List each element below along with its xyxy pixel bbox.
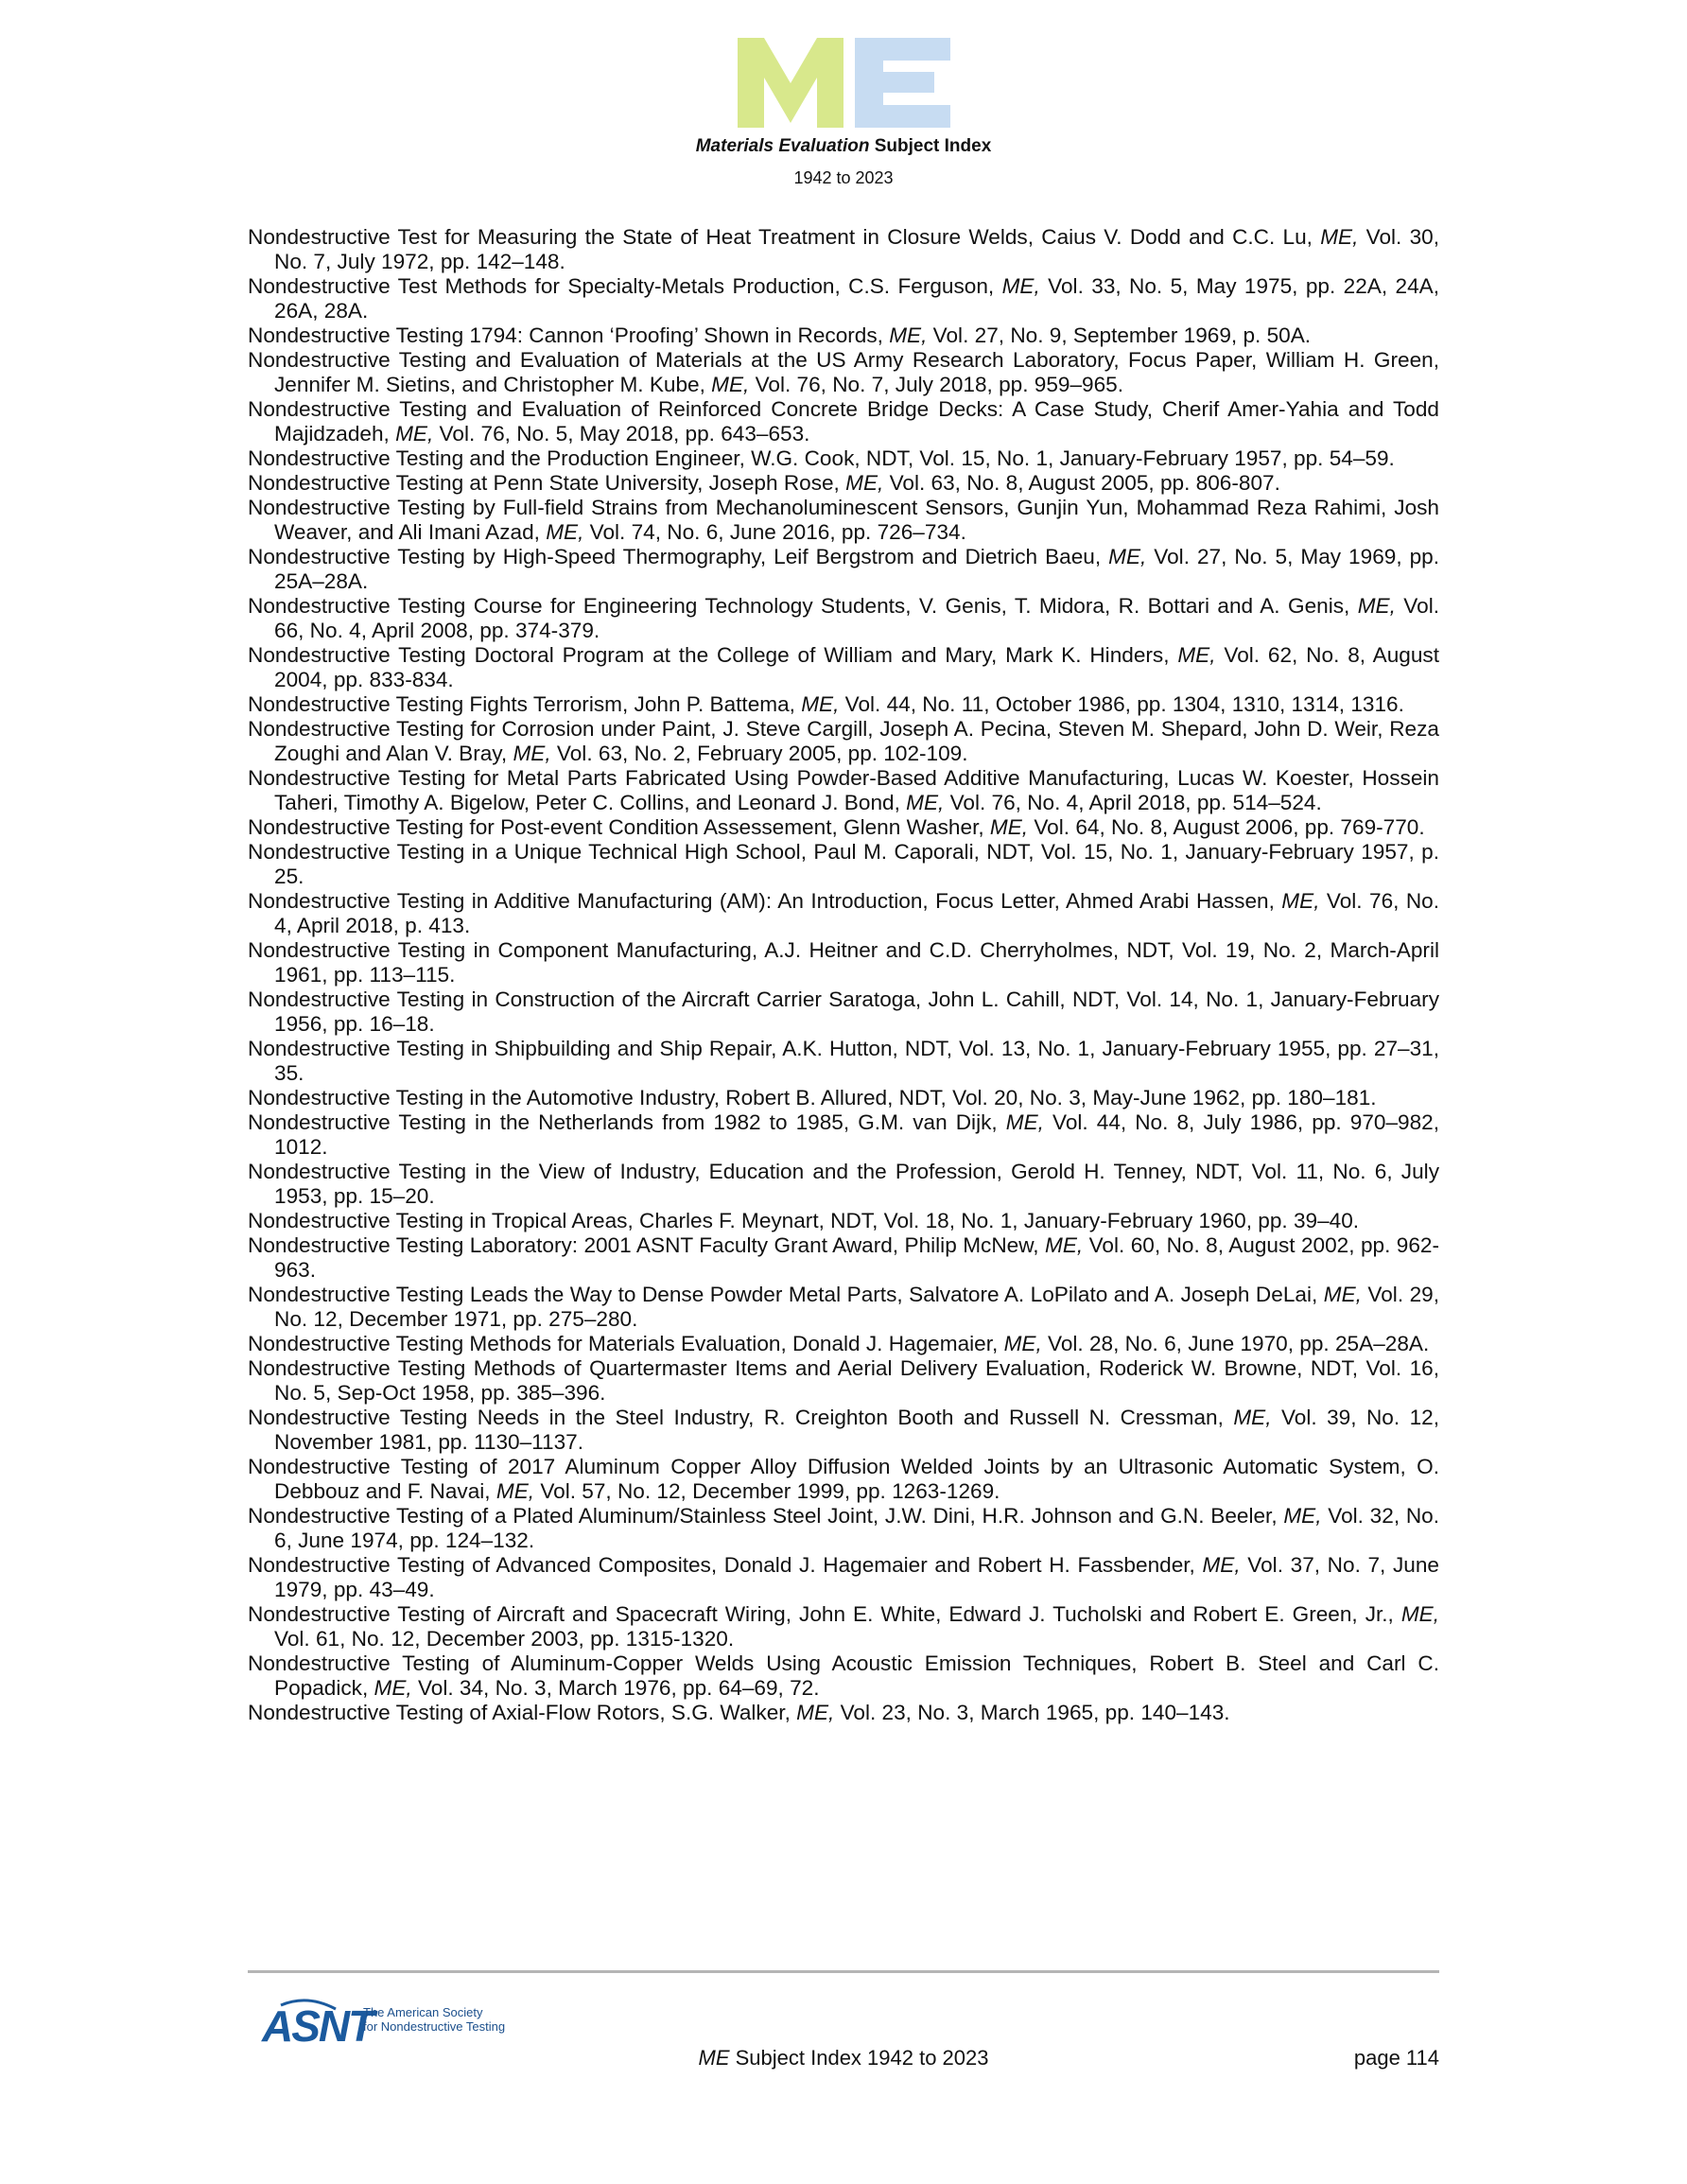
journal-abbrev: ME,: [845, 471, 884, 495]
journal-abbrev: ME,: [1357, 594, 1396, 618]
journal-abbrev: ME,: [496, 1479, 535, 1503]
journal-abbrev: ME,: [1001, 274, 1040, 298]
index-entry: Nondestructive Testing at Penn State University, Joseph Rose, ME, Vol. 63, No. 8, August 2005, pp. 806-807.: [248, 471, 1280, 495]
index-entry: Nondestructive Testing in Tropical Areas, Charles F. Meynart, NDT, Vol. 18, No. 1, January-February 1960, pp. 39–40.: [248, 1209, 1360, 1232]
index-entry: Nondestructive Testing Leads the Way to Dense Powder Metal Parts, Salvatore A. LoPilato and A. Joseph DeLai, ME, Vol. 29, No. 12, December 1971, pp. 275–280.: [248, 1283, 1439, 1331]
document-title: Materials Evaluation Subject Index: [695, 136, 992, 156]
index-entry: Nondestructive Testing for Metal Parts Fabricated Using Powder-Based Additive Manufacturing, Lucas W. Koester, Hossein Taheri, Timothy A. Bigelow, Peter C. Collins, and Leonard J. Bond, ME, Vol. 76, No. 4, April 2018, pp. 514–524.: [248, 766, 1439, 814]
index-entry: Nondestructive Testing of Axial-Flow Rotors, S.G. Walker, ME, Vol. 23, No. 3, March 1965, pp. 140–143.: [248, 1701, 1230, 1724]
journal-abbrev: ME,: [906, 791, 945, 814]
index-entry: Nondestructive Testing and the Production Engineer, W.G. Cook, NDT, Vol. 15, No. 1, January-February 1957, pp. 54–59.: [248, 446, 1395, 470]
footer-divider: [248, 1970, 1439, 1973]
index-entry: Nondestructive Testing by Full-field Strains from Mechanoluminescent Sensors, Gunjin Yun, Mohammad Reza Rahimi, Josh Weaver, and Ali Imani Azad, ME, Vol. 74, No. 6, June 2016, pp. 726–734.: [248, 496, 1439, 544]
index-entry: Nondestructive Testing Course for Engineering Technology Students, V. Genis, T. Midora, R. Bottari and A. Genis, ME, Vol. 66, No. 4, April 2008, pp. 374-379.: [248, 594, 1439, 642]
journal-abbrev: ME,: [1320, 225, 1359, 249]
index-entry: Nondestructive Testing in a Unique Technical High School, Paul M. Caporali, NDT, Vol. 15, No. 1, January-February 1957, p. 25.: [248, 840, 1439, 888]
index-entry: Nondestructive Testing of 2017 Aluminum Copper Alloy Diffusion Welded Joints by an Ultrasonic Automatic System, O. Debbouz and F. Navai, ME, Vol. 57, No. 12, December 1999, pp. 1263-1269.: [248, 1455, 1439, 1503]
index-entry: Nondestructive Test for Measuring the State of Heat Treatment in Closure Welds, Caius V. Dodd and C.C. Lu, ME, Vol. 30, No. 7, July 1972, pp. 142–148.: [248, 225, 1439, 273]
index-entry: Nondestructive Testing Laboratory: 2001 ASNT Faculty Grant Award, Philip McNew, ME, Vol. 60, No. 8, August 2002, pp. 962-963.: [248, 1233, 1440, 1282]
journal-abbrev: ME,: [513, 742, 551, 765]
journal-abbrev: ME,: [374, 1676, 412, 1700]
index-entry: Nondestructive Testing of Advanced Composites, Donald J. Hagemaier and Robert H. Fassbender, ME, Vol. 37, No. 7, June 1979, pp. 43–49.: [248, 1553, 1439, 1601]
me-logo: [738, 38, 950, 128]
footer-title: ME Subject Index 1942 to 2023: [698, 2046, 989, 2070]
index-entries: [248, 225, 1439, 1725]
index-entry: Nondestructive Testing Methods of Quartermaster Items and Aerial Delivery Evaluation, Roderick W. Browne, NDT, Vol. 16, No. 5, Sep-Oct 1958, pp. 385–396.: [248, 1356, 1439, 1405]
journal-abbrev: ME,: [1400, 1602, 1439, 1626]
journal-abbrev: ME,: [989, 815, 1029, 839]
index-entry: Nondestructive Testing Needs in the Steel Industry, R. Creighton Booth and Russell N. Cressman, ME, Vol. 39, No. 12, November 1981, pp. 1130–1137.: [248, 1406, 1439, 1454]
journal-abbrev: ME,: [801, 692, 840, 716]
asnt-logo: [260, 1996, 374, 2053]
index-entry: Nondestructive Testing in the Netherlands from 1982 to 1985, G.M. van Dijk, ME, Vol. 44, No. 8, July 1986, pp. 970–982, 1012.: [248, 1110, 1439, 1159]
index-entry: Nondestructive Testing and Evaluation of Reinforced Concrete Bridge Decks: A Case Study, Cherif Amer-Yahia and Todd Majidzadeh, ME, Vol. 76, No. 5, May 2018, pp. 643–653.: [248, 397, 1439, 446]
index-entry: Nondestructive Testing Fights Terrorism, John P. Battema, ME, Vol. 44, No. 11, October 1986, pp. 1304, 1310, 1314, 1316.: [248, 692, 1404, 716]
index-entry: Nondestructive Testing in Component Manufacturing, A.J. Heitner and C.D. Cherryholmes, NDT, Vol. 19, No. 2, March-April 1961, pp. 113–115.: [248, 938, 1439, 987]
journal-abbrev: ME,: [1003, 1332, 1042, 1355]
svg-text:ASNT: ASNT: [262, 2001, 374, 2051]
journal-abbrev: ME,: [1281, 889, 1320, 913]
date-range: 1942 to 2023: [793, 168, 894, 187]
journal-abbrev: ME,: [546, 520, 584, 544]
index-entry: Nondestructive Testing 1794: Cannon ‘Proofing’ Shown in Records, ME, Vol. 27, No. 9, September 1969, p. 50A.: [248, 323, 1312, 347]
index-entry: Nondestructive Testing in Additive Manufacturing (AM): An Introduction, Focus Letter, Ahmed Arabi Hassen, ME, Vol. 76, No. 4, April 2018, p. 413.: [248, 889, 1439, 937]
journal-abbrev: ME,: [1177, 643, 1216, 667]
journal-abbrev: ME,: [1283, 1504, 1322, 1528]
index-entry: Nondestructive Testing for Corrosion under Paint, J. Steve Cargill, Joseph A. Pecina, Steven M. Shepard, John D. Weir, Reza Zoughi and Alan V. Bray, ME, Vol. 63, No. 2, February 2005, pp. 102-109.: [248, 717, 1439, 765]
journal-abbrev: ME,: [1005, 1110, 1044, 1134]
journal-abbrev: ME,: [1108, 545, 1147, 568]
journal-abbrev: ME,: [711, 373, 750, 396]
journal-abbrev: ME,: [1202, 1553, 1241, 1577]
index-entry: Nondestructive Testing in Shipbuilding and Ship Repair, A.K. Hutton, NDT, Vol. 13, No. 1, January-February 1955, pp. 27–31, 35.: [248, 1037, 1439, 1085]
journal-abbrev: ME,: [889, 323, 928, 347]
index-entry: Nondestructive Testing in the Automotive Industry, Robert B. Allured, NDT, Vol. 20, No. 3, May-June 1962, pp. 180–181.: [248, 1086, 1377, 1109]
index-entry: Nondestructive Testing Methods for Materials Evaluation, Donald J. Hagemaier, ME, Vol. 28, No. 6, June 1970, pp. 25A–28A.: [248, 1332, 1430, 1355]
index-entry: Nondestructive Testing in Construction of the Aircraft Carrier Saratoga, John L. Cahill, NDT, Vol. 14, No. 1, January-February 1956, pp. 16–18.: [248, 987, 1439, 1036]
asnt-name: The American Society for Nondestructive Testing: [363, 2005, 506, 2034]
index-entry: Nondestructive Testing Doctoral Program at the College of William and Mary, Mark K. Hinders, ME, Vol. 62, No. 8, August 2004, pp. 833-834.: [248, 643, 1439, 691]
index-entry: Nondestructive Testing of a Plated Aluminum/Stainless Steel Joint, J.W. Dini, H.R. Johnson and G.N. Beeler, ME, Vol. 32, No. 6, June 1974, pp. 124–132.: [248, 1504, 1439, 1552]
index-entry: Nondestructive Testing for Post-event Condition Assessement, Glenn Washer, ME, Vol. 64, No. 8, August 2006, pp. 769-770.: [248, 815, 1425, 839]
index-entry: Nondestructive Testing of Aircraft and Spacecraft Wiring, John E. White, Edward J. Tucholski and Robert E. Green, Jr., ME, Vol. 61, No. 12, December 2003, pp. 1315-1320.: [248, 1602, 1439, 1651]
journal-abbrev: ME,: [1233, 1406, 1272, 1429]
journal-abbrev: ME,: [1323, 1283, 1362, 1306]
journal-abbrev: ME,: [796, 1701, 835, 1724]
index-entry: Nondestructive Testing in the View of Industry, Education and the Profession, Gerold H. Tenney, NDT, Vol. 11, No. 6, July 1953, pp. 15–20.: [248, 1160, 1439, 1208]
index-entry: Nondestructive Testing and Evaluation of Materials at the US Army Research Laboratory, Focus Paper, William H. Green, Jennifer M. Sietins, and Christopher M. Kube, ME, Vol. 76, No. 7, July 2018, pp. 959–965.: [248, 348, 1439, 396]
page-number: page 114: [1353, 2046, 1439, 2070]
index-entry: Nondestructive Testing by High-Speed Thermography, Leif Bergstrom and Dietrich Baeu, ME, Vol. 27, No. 5, May 1969, pp. 25A–28A.: [248, 545, 1440, 593]
index-entry: Nondestructive Testing of Aluminum-Copper Welds Using Acoustic Emission Techniques, Robert B. Steel and Carl C. Popadick, ME, Vol. 34, No. 3, March 1976, pp. 64–69, 72.: [248, 1651, 1439, 1700]
journal-abbrev: ME,: [395, 422, 434, 446]
index-entry: Nondestructive Test Methods for Specialty-Metals Production, C.S. Ferguson, ME, Vol. 33, No. 5, May 1975, pp. 22A, 24A, 26A, 28A.: [248, 274, 1439, 323]
journal-abbrev: ME,: [1045, 1233, 1084, 1257]
